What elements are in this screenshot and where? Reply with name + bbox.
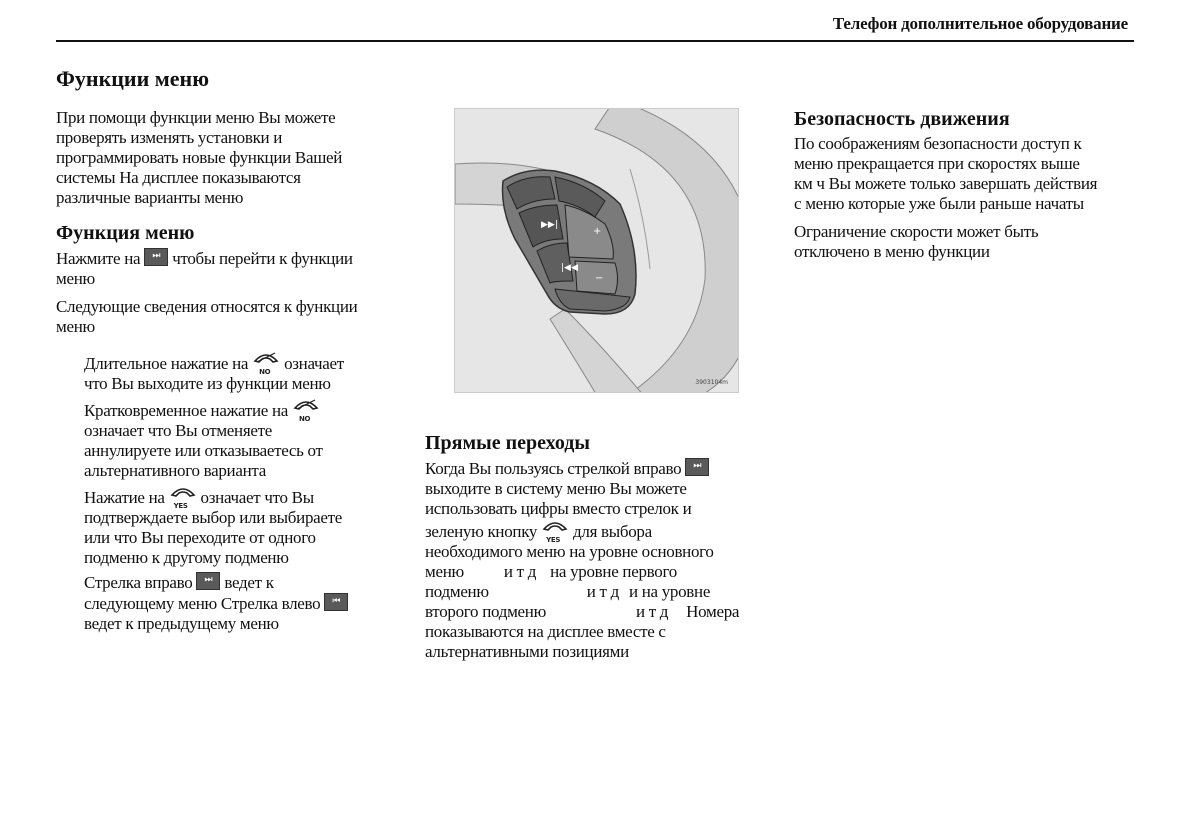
section-title: Функции меню	[56, 66, 210, 91]
direct-line-7	[425, 582, 770, 602]
intro-line-2: проверять изменять установки и	[56, 128, 283, 147]
intro-line-1: При помощи функции меню Вы можете	[56, 108, 336, 127]
long-press-text-b: означает	[284, 354, 344, 373]
safety-line-2: меню прекращается при скоростях выше	[794, 154, 1080, 173]
direct-text-7b: и т д	[586, 582, 619, 601]
arrow-line	[84, 572, 406, 593]
svg-text:−: −	[595, 273, 604, 284]
steering-wheel-illustration	[454, 108, 739, 393]
bullet-list	[56, 351, 406, 634]
left-column	[56, 66, 406, 634]
direct-line-1	[425, 458, 770, 479]
next-button-icon: ⏭	[196, 572, 220, 590]
direct-text-8b: и т д	[635, 602, 669, 621]
yes-press-text: Нажатие на	[84, 488, 165, 507]
press-line	[56, 248, 406, 269]
arrow-text-c: следующему меню Стрелка влево	[84, 594, 321, 613]
speed-line-1: Ограничение скорости может быть	[794, 222, 1039, 241]
direct-text-6a: меню	[425, 562, 464, 581]
page-header	[56, 12, 1134, 42]
arrow-text: Стрелка вправо	[84, 573, 193, 592]
direct-line-5: необходимого меню на уровне основного	[425, 542, 714, 561]
direct-line-9: показываются на дисплее вместе с	[425, 622, 666, 641]
info-line-2: меню	[56, 317, 95, 336]
direct-text-6c: на уровне первого	[550, 562, 677, 581]
intro-line-4: системы На дисплее показываются	[56, 168, 301, 187]
prev-button-icon: ⏮	[324, 593, 348, 611]
press-text-a: Нажмите на	[56, 249, 141, 268]
direct-line-4	[425, 519, 770, 542]
short-press-line-3: аннулируете или отказываетесь от	[84, 441, 323, 460]
arrow-line-3: ведет к предыдущему меню	[84, 614, 279, 633]
safety-line-1: По соображениям безопасности доступ к	[794, 134, 1082, 153]
yes-press-line-3: или что Вы переходите от одного	[84, 528, 316, 547]
yes-press-line-2: подтверждаете выбор или выбираете	[84, 508, 343, 527]
arrow-line-2	[84, 593, 406, 614]
safety-line-3: км ч Вы можете только завершать действия	[794, 174, 1098, 193]
short-press-line-2: означает что Вы отменяете	[84, 421, 272, 440]
direct-line-8	[425, 602, 770, 622]
right-column	[794, 108, 1139, 262]
steering-wheel-drawing	[455, 109, 738, 392]
direct-line-6	[425, 562, 770, 582]
intro-line-3: программировать новые функции Вашей	[56, 148, 343, 167]
direct-text-8c: Номера	[686, 602, 740, 621]
direct-line-2: выходите в систему меню Вы можете	[425, 479, 687, 498]
yes-press-text-b: означает что Вы	[200, 488, 314, 507]
subsection-title: Функция меню	[56, 222, 195, 244]
direct-line-10: альтернативными позициями	[425, 642, 629, 661]
safety-line-4: с меню которые уже были раньше начаты	[794, 194, 1084, 213]
arrow-text-b: ведет к	[224, 573, 274, 592]
short-press-line	[84, 398, 406, 421]
yes-phone-icon: YES	[169, 485, 197, 507]
long-press-line-2: что Вы выходите из функции меню	[84, 374, 331, 393]
press-text-b: чтобы перейти к функции	[172, 249, 353, 268]
direct-text-4b: для выбора	[573, 522, 652, 541]
svg-text:|◀◀: |◀◀	[561, 263, 578, 273]
svg-text:+: +	[593, 226, 602, 237]
yes-press-line-4: подменю к другому подменю	[84, 548, 289, 567]
short-press-line-4: альтернативного варианта	[84, 461, 266, 480]
direct-text-8a: второго подменю	[425, 602, 546, 621]
speed-line-2: отключено в меню функции	[794, 242, 990, 261]
middle-column	[425, 432, 770, 662]
intro-line-5: различные варианты меню	[56, 188, 244, 207]
direct-text-7a: подменю	[425, 582, 489, 601]
info-line-1: Следующие сведения относятся к функции	[56, 297, 358, 316]
long-press-line	[84, 351, 406, 374]
yes-press-line	[84, 485, 406, 508]
no-phone-icon: NO	[252, 351, 280, 373]
direct-jumps-title: Прямые переходы	[425, 432, 591, 454]
direct-text-1: Когда Вы пользуясь стрелкой вправо	[425, 459, 682, 478]
long-press-text: Длительное нажатие на	[84, 354, 249, 373]
safety-title: Безопасность движения	[794, 108, 1010, 130]
press-line-2: меню	[56, 269, 95, 288]
next-button-icon: ⏭	[144, 248, 168, 266]
direct-line-3: использовать цифры вместо стрелок и	[425, 499, 692, 518]
no-phone-icon: NO	[292, 398, 320, 420]
direct-text-6b: и т д	[503, 562, 537, 581]
yes-phone-icon: YES	[541, 519, 569, 541]
short-press-text: Кратковременное нажатие на	[84, 401, 289, 420]
header-title: Телефон дополнительное оборудование	[832, 14, 1128, 33]
svg-text:▶▶|: ▶▶|	[541, 220, 558, 230]
figure-code: 3903104m	[695, 379, 728, 386]
direct-text-4a: зеленую кнопку	[425, 522, 538, 541]
next-button-icon: ⏭	[685, 458, 709, 476]
direct-text-7c: и на уровне	[628, 582, 711, 601]
